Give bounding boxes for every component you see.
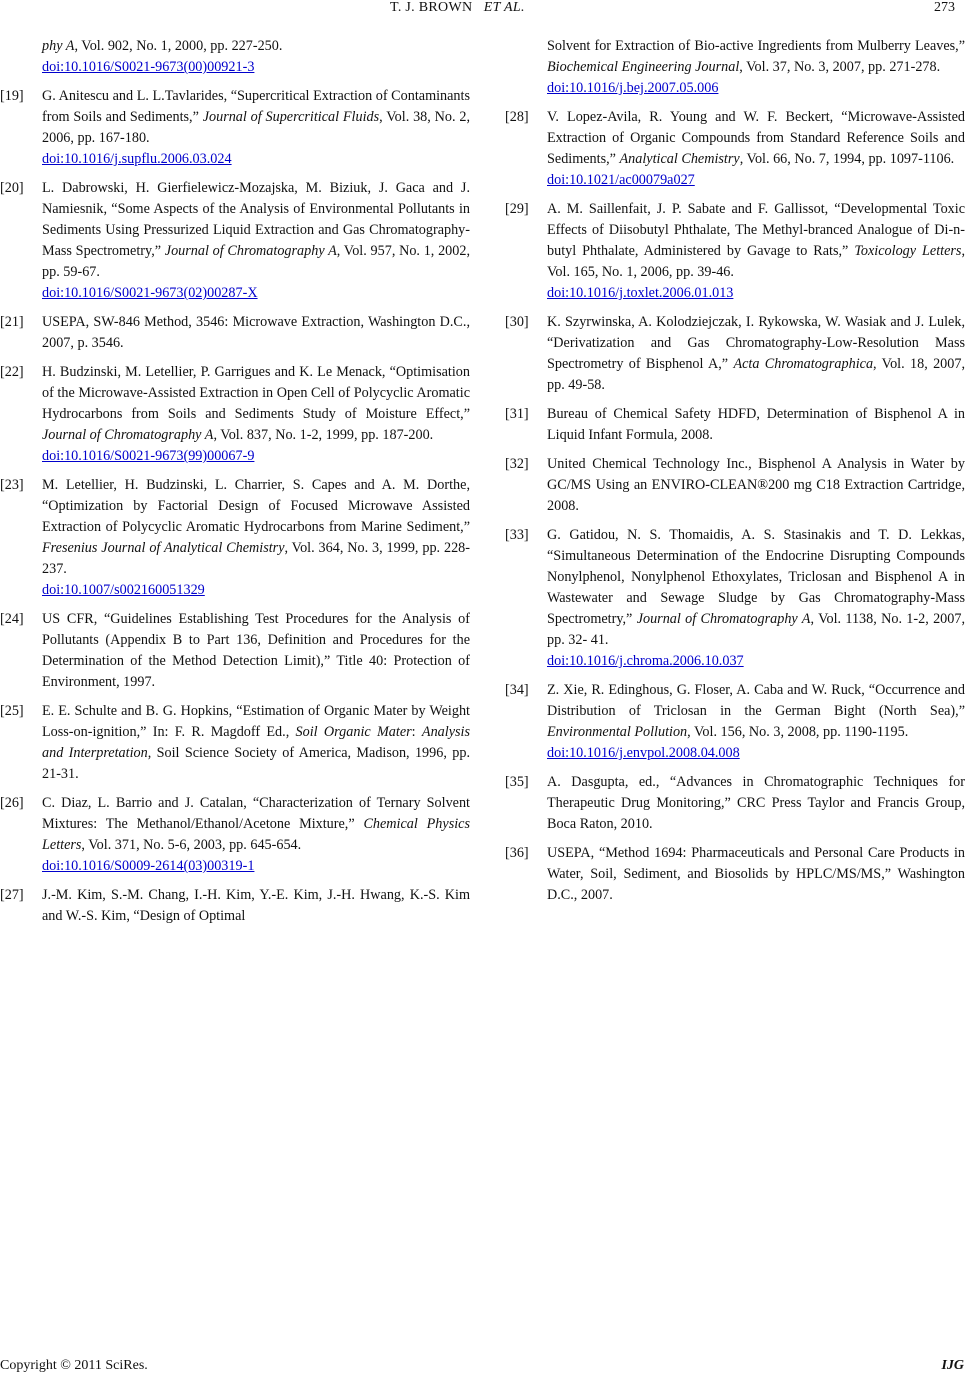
- reference-text: [42, 611, 470, 690]
- reference-text: [547, 527, 965, 669]
- reference-entry: [505, 199, 965, 304]
- reference-segment: USEPA, SW-846 Method, 3546: Microwave Extraction, Washington D.C., 2007, p. 3546.: [42, 314, 470, 351]
- reference-text: [547, 406, 965, 443]
- reference-text: [547, 109, 965, 188]
- reference-number: [22]: [0, 364, 24, 380]
- reference-number: [25]: [0, 703, 24, 719]
- reference-number: [28]: [505, 109, 529, 125]
- reference-entry: [0, 885, 470, 927]
- reference-number: [32]: [505, 456, 529, 472]
- reference-number: [35]: [505, 774, 529, 790]
- left-reference-column: [0, 36, 470, 935]
- reference-number: [31]: [505, 406, 529, 422]
- journal-abbrev: IJG: [941, 1358, 964, 1373]
- reference-text: [547, 774, 965, 832]
- reference-segment: J.-M. Kim, S.-M. Chang, I.-H. Kim, Y.-E. Kim, J.-H. Hwang, K.-S. Kim and W.-S. Kim, “Design of Optimal: [42, 887, 470, 924]
- page-footer: [0, 1358, 967, 1378]
- copyright-notice: Copyright © 2011 SciRes.: [0, 1358, 148, 1373]
- reference-number: [20]: [0, 180, 24, 196]
- journal-title: Fresenius Journal of Analytical Chemistry: [42, 540, 285, 556]
- reference-entry: [505, 107, 965, 191]
- reference-text: [42, 703, 470, 782]
- journal-title: Analysis and Interpretation: [42, 724, 470, 761]
- reference-segment: US CFR, “Guidelines Establishing Test Procedures for the Analysis of Pollutants (Appendix B to Part 136, Definition and Procedures for the Determination of the Method Detection Limit),” Title 40: Protection of Environment, 1997.: [42, 611, 470, 690]
- doi-link[interactable]: doi:10.1016/S0021-9673(02)00287-X: [42, 285, 258, 301]
- reference-segment: E. E. Schulte and B. G. Hopkins, “Estimation of Organic Mater by Weight Loss-on-ignition,” In: F. R. Magdoff Ed.,: [42, 703, 470, 740]
- journal-title: Journal of Chromatography A: [164, 243, 337, 259]
- reference-segment: , Vol. 364, No. 3, 1999, pp. 228-237.: [42, 540, 470, 577]
- reference-text: [547, 38, 965, 96]
- reference-segment: , Vol. 1138, No. 1-2, 2007, pp. 32- 41.: [547, 611, 966, 648]
- doi-link[interactable]: doi:10.1016/j.toxlet.2006.01.013: [547, 285, 734, 301]
- reference-entry: [0, 312, 470, 354]
- reference-segment: K. Szyrwinska, A. Kolodziejczak, I. Rykowska, W. Wasiak and J. Lulek, “Derivatization and Gas Chromatography-Low-Resolution Mass Spectrometry of Bisphenol A,”: [547, 314, 965, 372]
- doi-link[interactable]: doi:10.1016/S0009-2614(03)00319-1: [42, 858, 255, 874]
- reference-entry: [505, 680, 965, 764]
- reference-number: [30]: [505, 314, 529, 330]
- reference-segment: , Vol. 156, No. 3, 2008, pp. 1190-1195.: [687, 724, 909, 740]
- reference-number: [19]: [0, 88, 24, 104]
- reference-segment: , Vol. 957, No. 1, 2002, pp. 59-67.: [42, 243, 471, 280]
- reference-text: [42, 364, 470, 464]
- reference-number: [23]: [0, 477, 24, 493]
- reference-text: [547, 314, 965, 393]
- reference-text: [42, 887, 470, 924]
- doi-link[interactable]: doi:10.1016/j.bej.2007.05.006: [547, 80, 719, 96]
- reference-segment: L. Dabrowski, H. Gierfielewicz-Mozajska, M. Biziuk, J. Gaca and J. Namiesnik, “Some Aspects of the Analysis of Environmental Pollutants in Sediments Using Pressurized Liquid Extraction and Gas Chromatography-Mass Spectrometry,”: [42, 180, 470, 259]
- reference-number: [27]: [0, 887, 24, 903]
- journal-title: Environmental Pollution: [547, 724, 688, 740]
- reference-segment: A. Dasgupta, ed., “Advances in Chromatographic Techniques for Therapeutic Drug Monitoring,” CRC Press Taylor and Francis Group, Boca Raton, 2010.: [547, 774, 965, 832]
- reference-text: [547, 845, 965, 903]
- reference-segment: United Chemical Technology Inc., Bisphenol A Analysis in Water by GC/MS Using an ENVIRO-CLEAN®200 mg C18 Extraction Cartridge, 2008.: [547, 456, 965, 514]
- journal-title: Biochemical Engineering Journal: [547, 59, 740, 75]
- page-header: [0, 0, 967, 20]
- reference-segment: , Vol. 837, No. 1-2, 1999, pp. 187-200.: [213, 427, 434, 443]
- reference-entry: [0, 86, 470, 170]
- journal-title: Journal of Supercritical Fluids: [202, 109, 380, 125]
- journal-title: Soil Organic Mater: [295, 724, 412, 740]
- reference-text: [42, 38, 282, 75]
- reference-entry: [505, 312, 965, 396]
- reference-segment: G. Gatidou, N. S. Thomaidis, A. S. Stasinakis and T. D. Lekkas, “Simultaneous Determination of the Endocrine Disrupting Compounds Nonylphenol, Nonylphenol Ethoxylates, Triclosan and Bisphenol A in Wastewater and Sewage Sludge by Gas Chromatography-Mass Spectrometry,”: [547, 527, 965, 627]
- reference-segment: Z. Xie, R. Edinghous, G. Floser, A. Caba and W. Ruck, “Occurrence and Distribution of Triclosan in the German Bight (North Sea),”: [547, 682, 965, 719]
- reference-segment: G. Anitescu and L. L.Tavlarides, “Supercritical Extraction of Contaminants from Soils and Sediments,”: [42, 88, 470, 125]
- reference-segment: H. Budzinski, M. Letellier, P. Garrigues and K. Le Menack, “Optimisation of the Microwave-Assisted Extraction in Open Cell of Polycyclic Aromatic Hydrocarbons from Soils and Sediments Study of Moisture Effect,”: [42, 364, 470, 422]
- reference-text: [547, 201, 965, 301]
- reference-segment: A. M. Saillenfait, J. P. Sabate and F. Gallissot, “Developmental Toxic Effects of Diisobutyl Phthalate, The Methyl-branced Analogue of Di-n-butyl Phthalate, Administered by Gavage to Rats,”: [547, 201, 965, 259]
- reference-segment: , Vol. 165, No. 1, 2006, pp. 39-46.: [547, 243, 965, 280]
- reference-segment: Solvent for Extraction of Bio-active Ingredients from Mulberry Leaves,”: [547, 38, 965, 54]
- reference-number: [36]: [505, 845, 529, 861]
- journal-title: Analytical Chemistry: [619, 151, 740, 167]
- doi-link[interactable]: doi:10.1016/j.supflu.2006.03.024: [42, 151, 232, 167]
- reference-entry: [0, 701, 470, 785]
- doi-link[interactable]: doi:10.1021/ac00079a027: [547, 172, 695, 188]
- journal-title: Chemical Physics Letters: [42, 816, 470, 853]
- reference-segment: Bureau of Chemical Safety HDFD, Determination of Bisphenol A in Liquid Infant Formula, 2008.: [547, 406, 965, 443]
- reference-entry: [0, 793, 470, 877]
- running-title-authors: T. J. BROWN: [390, 0, 473, 15]
- reference-number: [33]: [505, 527, 529, 543]
- reference-number: [26]: [0, 795, 24, 811]
- reference-entry: [505, 36, 965, 99]
- reference-segment: , Vol. 371, No. 5-6, 2003, pp. 645-654.: [81, 837, 302, 853]
- doi-link[interactable]: doi:10.1016/j.chroma.2006.10.037: [547, 653, 744, 669]
- reference-segment: , Vol. 902, No. 1, 2000, pp. 227-250.: [74, 38, 283, 54]
- journal-title: Toxicology Letters: [854, 243, 962, 259]
- doi-link[interactable]: doi:10.1016/S0021-9673(00)00921-3: [42, 59, 255, 75]
- reference-entry: [505, 454, 965, 517]
- reference-segment: C. Diaz, L. Barrio and J. Catalan, “Characterization of Ternary Solvent Mixtures: The Methanol/Ethanol/Acetone Mixture,”: [42, 795, 470, 832]
- journal-title: Acta Chromatographica: [733, 356, 874, 372]
- reference-text: [42, 180, 470, 301]
- reference-segment: , Vol. 38, No. 2, 2006, pp. 167-180.: [42, 109, 470, 146]
- doi-link[interactable]: doi:10.1016/j.envpol.2008.04.008: [547, 745, 740, 761]
- right-reference-column: [505, 36, 965, 914]
- reference-text: [42, 477, 470, 598]
- reference-segment: , Soil Science Society of America, Madison, 1996, pp. 21-31.: [42, 745, 470, 782]
- page-number: 273: [934, 0, 955, 15]
- reference-text: [42, 314, 470, 351]
- reference-number: [21]: [0, 314, 24, 330]
- reference-segment: :: [411, 724, 422, 740]
- reference-number: [34]: [505, 682, 529, 698]
- reference-entry: [505, 525, 965, 672]
- journal-title: Journal of Chromatography A: [636, 611, 811, 627]
- journal-title: phy A: [42, 38, 75, 54]
- reference-number: [29]: [505, 201, 529, 217]
- reference-text: [42, 795, 470, 874]
- reference-segment: , Vol. 37, No. 3, 2007, pp. 271-278.: [739, 59, 941, 75]
- reference-entry: [505, 404, 965, 446]
- reference-segment: USEPA, “Method 1694: Pharmaceuticals and Personal Care Products in Water, Soil, Sediment, and Biosolids by HPLC/MS/MS,” Washington D.C., 2007.: [547, 845, 965, 903]
- reference-text: [42, 88, 470, 167]
- reference-entry: [0, 36, 470, 78]
- reference-entry: [505, 843, 965, 906]
- reference-text: [547, 682, 965, 761]
- reference-entry: [0, 178, 470, 304]
- reference-entry: [505, 772, 965, 835]
- journal-title: Journal of Chromatography A: [42, 427, 214, 443]
- reference-text: [547, 456, 965, 514]
- reference-segment: M. Letellier, H. Budzinski, L. Charrier, S. Capes and A. M. Dorthe, “Optimization by Factorial Design of Focused Microwave Assisted Extraction of Polycyclic Aromatic Hydrocarbons from Marine Sediment,”: [42, 477, 470, 535]
- doi-link[interactable]: doi:10.1007/s002160051329: [42, 582, 205, 598]
- reference-segment: , Vol. 66, No. 7, 1994, pp. 1097-1106.: [739, 151, 955, 167]
- reference-number: [24]: [0, 611, 24, 627]
- doi-link[interactable]: doi:10.1016/S0021-9673(99)00067-9: [42, 448, 255, 464]
- reference-entry: [0, 475, 470, 601]
- reference-entry: [0, 609, 470, 693]
- reference-entry: [0, 362, 470, 467]
- reference-segment: V. Lopez-Avila, R. Young and W. F. Beckert, “Microwave-Assisted Extraction of Organic Compounds from Standard Reference Soils and Sediments,”: [547, 109, 965, 167]
- reference-segment: , Vol. 18, 2007, pp. 49-58.: [547, 356, 965, 393]
- running-title: [390, 0, 525, 16]
- running-title-etal: ET AL.: [483, 0, 525, 15]
